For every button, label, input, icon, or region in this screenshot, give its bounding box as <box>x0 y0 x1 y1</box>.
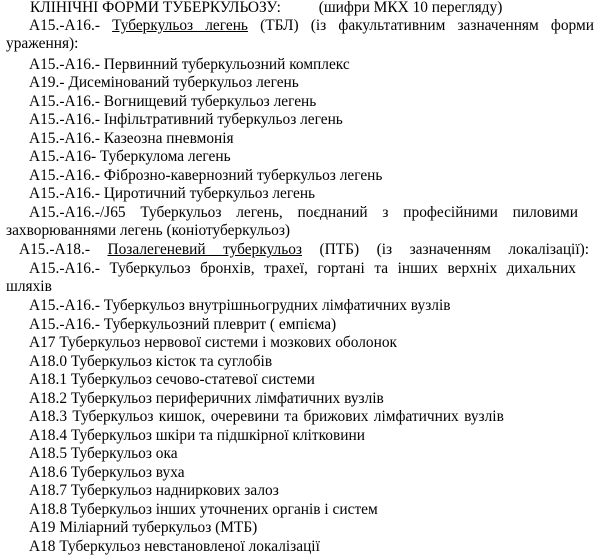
tbl-code: А15.-А16.- <box>29 17 100 34</box>
tbl-item: А15.-А16.- Вогнищевий туберкульоз легень <box>29 93 317 110</box>
ptb-item: А18 Туберкульоз невстановленої локалізації <box>29 538 320 555</box>
ptb-item: А19 Міліарний туберкульоз (МТБ) <box>29 519 258 536</box>
ptb-description: (із зазначенням локалізації): <box>376 241 590 258</box>
ptb-item: А18.4 Туберкульоз шкіри та підшкірної клітковини <box>29 427 365 444</box>
ptb-item: А18.3 Туберкульоз кишок, очеревини та брижових лімфатичних вузлів <box>29 408 504 425</box>
tbl-item: А15.-А16.- Інфільтративний туберкульоз легень <box>29 111 343 128</box>
tbl-item: А15.-А16- Туберкулома легень <box>29 148 231 165</box>
tbl-item: А15.-А16.- Фіброзно-кавернозний туберкульоз легень <box>29 167 383 184</box>
ptb-item: А18.5 Туберкульоз ока <box>29 445 178 462</box>
ptb-item: А18.6 Туберкульоз вуха <box>29 464 185 481</box>
ptb-item: А18.2 Туберкульоз периферичних лімфатичних вузлів <box>29 390 384 407</box>
ptb-code: А15.-А18.- <box>19 241 90 258</box>
tbl-description-continued: ураження): <box>6 35 79 52</box>
ptb-name: Позалегеневий туберкульоз <box>107 241 302 258</box>
ptb-item: А17 Туберкульоз нервової системи і мозкових оболонок <box>29 334 397 351</box>
tbl-item: А15.-А16.- Казеозна пневмонія <box>29 130 234 147</box>
tbl-description: (із факультативним зазначенням форми <box>310 17 594 34</box>
document-subtitle: (шифри МКХ 10 перегляду) <box>318 0 503 16</box>
tbl-item: А19.- Дисемінований туберкульоз легень <box>29 74 299 91</box>
header-line <box>30 0 600 17</box>
tbl-heading <box>29 17 594 35</box>
ptb-item: А18.7 Туберкульоз надниркових залоз <box>29 482 279 499</box>
ptb-item: А18.8 Туберкульоз інших уточнених органів і систем <box>29 501 378 518</box>
tbl-item: А15.-А16.- Циротичний туберкульоз легень <box>29 185 316 202</box>
tbl-item: А15.-А16.- Первинний туберкульозний комплекс <box>29 56 350 73</box>
ptb-item-continued: шляхів <box>6 278 52 295</box>
ptb-item: А15.-А16.- Туберкульозний плеврит ( емпієма) <box>29 316 337 333</box>
ptb-heading <box>19 241 589 259</box>
ptb-item: А15.-А16.- Туберкульоз внутрішньогрудних лімфатичних вузлів <box>29 297 451 314</box>
ptb-item: А18.1 Туберкульоз сечово-статевої системи <box>29 371 315 388</box>
tbl-name: Туберкульоз легень <box>112 17 248 34</box>
tbl-combined-item-continued: захворюваннями легень (коніотуберкульоз) <box>6 222 291 239</box>
tbl-abbr: (ТБЛ) <box>260 17 299 34</box>
ptb-item: А15.-А16.- Туберкульоз бронхів, трахеї, гортані та інших верхніх дихальних <box>29 260 576 277</box>
document-title: КЛІНІЧНІ ФОРМИ ТУБЕРКУЛЬОЗУ: <box>30 0 281 16</box>
ptb-item: А18.0 Туберкульоз кісток та суглобів <box>29 353 273 370</box>
tbl-combined-item: А15.-А16.-/J65 Туберкульоз легень, поєднаний з професійними пиловими <box>29 204 578 221</box>
ptb-abbr: (ПТБ) <box>319 241 360 258</box>
